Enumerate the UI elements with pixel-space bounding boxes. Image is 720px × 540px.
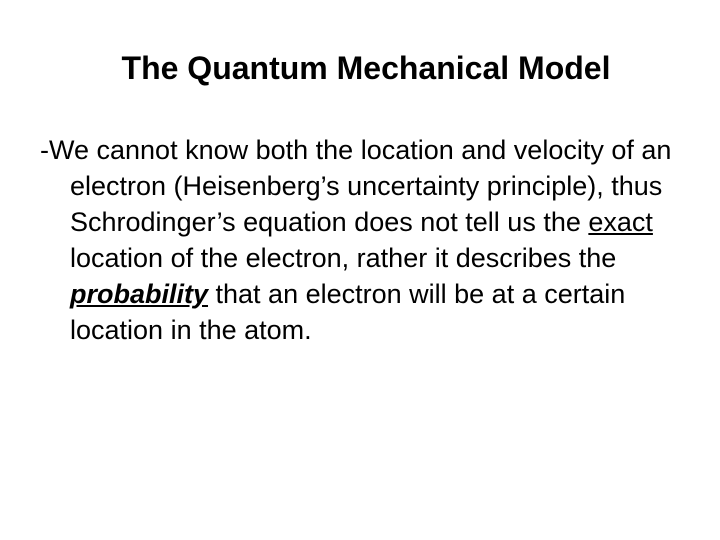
slide-title: The Quantum Mechanical Model <box>121 50 611 86</box>
body-text-part-1: -We cannot know both the location and velocity of an electron (Heisenberg’s uncertainty principle), thus Schrodinger’s equation does not tell us the <box>40 135 672 237</box>
emphasis-probability: probability <box>70 279 209 309</box>
slide-body-text <box>40 132 720 348</box>
body-text-part-2: location of the electron, rather it describes the <box>70 243 617 273</box>
emphasis-exact: exact <box>588 207 653 237</box>
body-text-part-3: that an electron will be at a certain location in the atom. <box>70 279 626 345</box>
